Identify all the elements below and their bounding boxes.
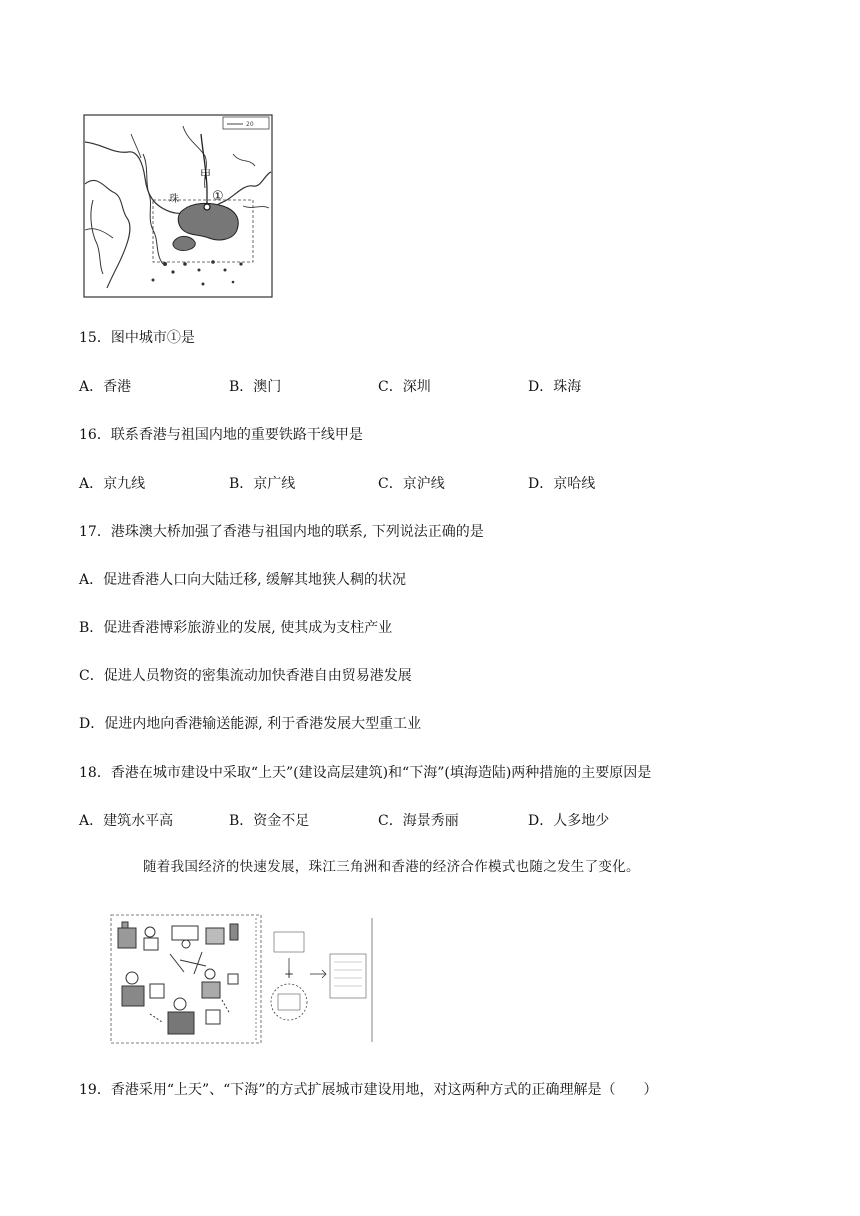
q15-option-b[interactable]: B．澳门 xyxy=(229,379,282,395)
q18-option-b[interactable]: B．资金不足 xyxy=(229,813,310,829)
q18-option-c[interactable]: C．海景秀丽 xyxy=(378,813,459,829)
q15-option-d[interactable]: D．珠海 xyxy=(528,379,582,395)
svg-text:20: 20 xyxy=(246,121,254,128)
pearl-river-delta-map xyxy=(83,114,273,298)
question-19-stem: 19．香港采用“上天”、“下海”的方式扩展城市建设用地，对这两种方式的正确理解是（ ） xyxy=(79,1082,658,1098)
map-label-city-one: ① xyxy=(212,189,224,204)
map-label-jia: 甲 xyxy=(200,168,211,181)
q16-option-a[interactable]: A．京九线 xyxy=(79,476,146,492)
q15-option-c[interactable]: C．深圳 xyxy=(378,379,431,395)
q18-option-a[interactable]: A．建筑水平高 xyxy=(79,813,174,829)
q17-option-c[interactable]: C．促进人员物资的密集流动加快香港自由贸易港发展 xyxy=(79,668,412,684)
q17-option-a[interactable]: A．促进香港人口向大陆迁移, 缓解其地狭人稠的状况 xyxy=(79,572,407,588)
question-17-stem: 17．港珠澳大桥加强了香港与祖国内地的联系, 下列说法正确的是 xyxy=(79,524,484,540)
q17-option-b[interactable]: B．促进香港博彩旅游业的发展, 使其成为支柱产业 xyxy=(79,620,393,636)
q16-option-c[interactable]: C．京沪线 xyxy=(378,476,445,492)
question-16-stem: 16．联系香港与祖国内地的重要铁路干线甲是 xyxy=(79,427,363,443)
question-18-stem: 18．香港在城市建设中采取“上天”(建设高层建筑)和“下海”(填海造陆)两种措施的主要原因是 xyxy=(79,765,652,781)
material-intro: 随着我国经济的快速发展，珠江三角洲和香港的经济合作模式也随之发生了变化。 xyxy=(143,859,640,875)
q16-option-b[interactable]: B．京广线 xyxy=(229,476,296,492)
svg-text:+: + xyxy=(284,967,295,981)
map-label-zhu: 珠 xyxy=(169,194,179,205)
economic-cooperation-diagram xyxy=(110,914,376,1044)
q18-option-d[interactable]: D．人多地少 xyxy=(528,813,610,829)
q16-option-d[interactable]: D．京哈线 xyxy=(528,476,596,492)
question-15-stem: 15．图中城市①是 xyxy=(79,330,195,346)
q17-option-d[interactable]: D．促进内地向香港输送能源, 利于香港发展大型重工业 xyxy=(79,716,422,732)
q15-option-a[interactable]: A．香港 xyxy=(79,379,132,395)
